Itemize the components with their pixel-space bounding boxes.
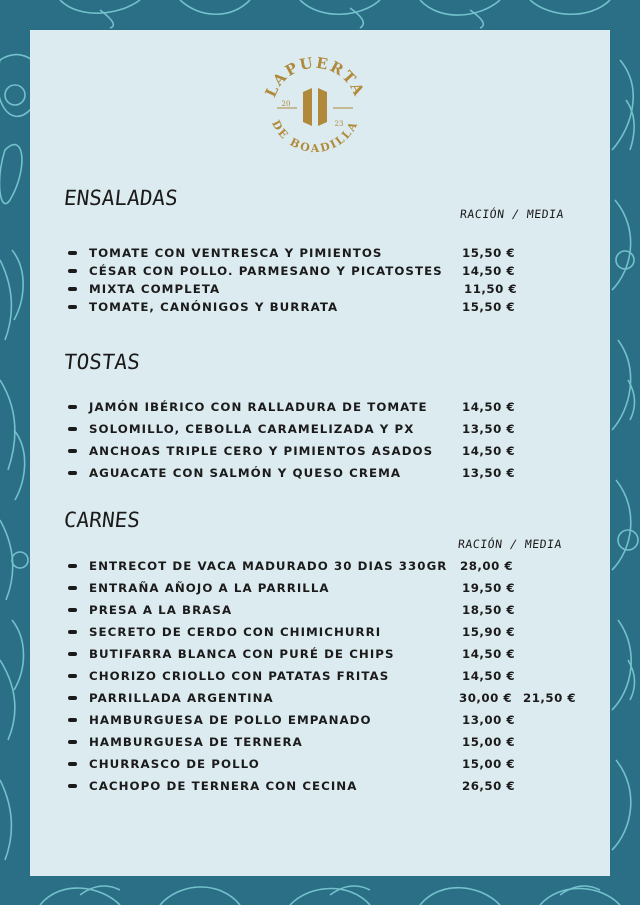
item-price: 15,50 € <box>462 300 516 314</box>
item-half-price: 21,50 € <box>523 691 577 705</box>
section-title-ensaladas: ENSALADAS <box>62 186 180 210</box>
item-name: TOMATE, CANÓNIGOS Y BURRATA <box>89 300 339 314</box>
menu-item <box>68 623 588 641</box>
bullet-icon <box>68 762 77 766</box>
logo-place-text: DE BOADILLA <box>269 118 361 156</box>
menu-item <box>68 777 588 795</box>
item-price: 15,00 € <box>462 735 516 749</box>
item-name: CÉSAR CON POLLO. PARMESANO Y PICATOSTES <box>89 264 443 278</box>
bullet-icon <box>68 608 77 612</box>
item-name: ANCHOAS TRIPLE CERO Y PIMIENTOS ASADOS <box>89 444 434 458</box>
bullet-icon <box>68 427 77 431</box>
bullet-icon <box>68 305 77 309</box>
bullet-icon <box>68 674 77 678</box>
logo-year-left: 20 <box>281 100 291 108</box>
menu-item <box>68 557 588 575</box>
section-title-carnes: CARNES <box>62 508 142 532</box>
item-price: 14,50 € <box>462 669 516 683</box>
item-name: ENTRAÑA AÑOJO A LA PARRILLA <box>89 581 330 595</box>
column-header-racion-media: RACIÓN / MEDIA <box>459 207 565 221</box>
logo-brand-text: LAPUERTA <box>261 53 369 100</box>
menu-item <box>68 711 588 729</box>
item-price: 19,50 € <box>462 581 516 595</box>
item-price: 14,50 € <box>462 264 516 278</box>
item-name: HAMBURGUESA DE TERNERA <box>89 735 303 749</box>
logo-year-right: 23 <box>334 120 344 128</box>
item-price: 28,00 € <box>460 559 514 573</box>
item-price: 15,90 € <box>462 625 516 639</box>
bullet-icon <box>68 269 77 273</box>
item-price: 26,50 € <box>462 779 516 793</box>
item-name: PRESA A LA BRASA <box>89 603 233 617</box>
menu-card <box>30 30 610 876</box>
menu-item <box>68 733 588 751</box>
item-name: JAMÓN IBÉRICO CON RALLADURA DE TOMATE <box>89 400 428 414</box>
bullet-icon <box>68 564 77 568</box>
menu-item <box>68 755 588 773</box>
bullet-icon <box>68 630 77 634</box>
item-name: TOMATE CON VENTRESCA Y PIMIENTOS <box>89 246 383 260</box>
item-price: 30,00 € <box>459 691 513 705</box>
bullet-icon <box>68 740 77 744</box>
item-name: SOLOMILLO, CEBOLLA CARAMELIZADA Y PX <box>89 422 415 436</box>
menu-item <box>68 244 588 262</box>
item-name: SECRETO DE CERDO CON CHIMICHURRI <box>89 625 382 639</box>
bullet-icon <box>68 652 77 656</box>
door-left-icon <box>303 88 312 126</box>
item-name: MIXTA COMPLETA <box>89 282 221 296</box>
bullet-icon <box>68 449 77 453</box>
bullet-icon <box>68 287 77 291</box>
item-price: 13,00 € <box>462 713 516 727</box>
item-price: 15,50 € <box>462 246 516 260</box>
item-name: CHORIZO CRIOLLO CON PATATAS FRITAS <box>89 669 390 683</box>
item-name: CHURRASCO DE POLLO <box>89 757 260 771</box>
item-price: 18,50 € <box>462 603 516 617</box>
item-name: PARRILLADA ARGENTINA <box>89 691 274 705</box>
menu-item <box>68 667 588 685</box>
bullet-icon <box>68 718 77 722</box>
item-name: BUTIFARRA BLANCA CON PURÉ DE CHIPS <box>89 647 395 661</box>
menu-item <box>68 420 588 438</box>
item-price: 15,00 € <box>462 757 516 771</box>
menu-item <box>68 280 588 298</box>
item-price: 14,50 € <box>462 400 516 414</box>
menu-item <box>68 579 588 597</box>
menu-item <box>68 262 588 280</box>
door-right-icon <box>318 88 327 126</box>
bullet-icon <box>68 586 77 590</box>
bullet-icon <box>68 784 77 788</box>
restaurant-logo <box>255 48 375 168</box>
bullet-icon <box>68 405 77 409</box>
section-title-tostas: TOSTAS <box>62 350 142 374</box>
item-price: 11,50 € <box>464 282 518 296</box>
svg-text:DE BOADILLA <box>269 118 361 155</box>
menu-item <box>68 298 588 316</box>
item-price: 13,50 € <box>462 422 516 436</box>
bullet-icon <box>68 251 77 255</box>
bullet-icon <box>68 471 77 475</box>
item-name: ENTRECOT DE VACA MADURADO 30 DIAS 330GR <box>89 559 448 573</box>
item-name: AGUACATE CON SALMÓN Y QUESO CREMA <box>89 466 402 480</box>
bullet-icon <box>68 696 77 700</box>
item-price: 13,50 € <box>462 466 516 480</box>
menu-item <box>68 601 588 619</box>
item-price: 14,50 € <box>462 444 516 458</box>
menu-item <box>68 645 588 663</box>
item-price: 14,50 € <box>462 647 516 661</box>
menu-item <box>68 398 588 416</box>
svg-text:LAPUERTA <box>261 54 368 100</box>
item-name: HAMBURGUESA DE POLLO EMPANADO <box>89 713 372 727</box>
menu-item <box>68 689 588 707</box>
menu-item <box>68 464 588 482</box>
item-name: CACHOPO DE TERNERA CON CECINA <box>89 779 358 793</box>
column-header-racion-media: RACIÓN / MEDIA <box>457 537 563 551</box>
logo-emblem <box>255 48 375 168</box>
menu-item <box>68 442 588 460</box>
